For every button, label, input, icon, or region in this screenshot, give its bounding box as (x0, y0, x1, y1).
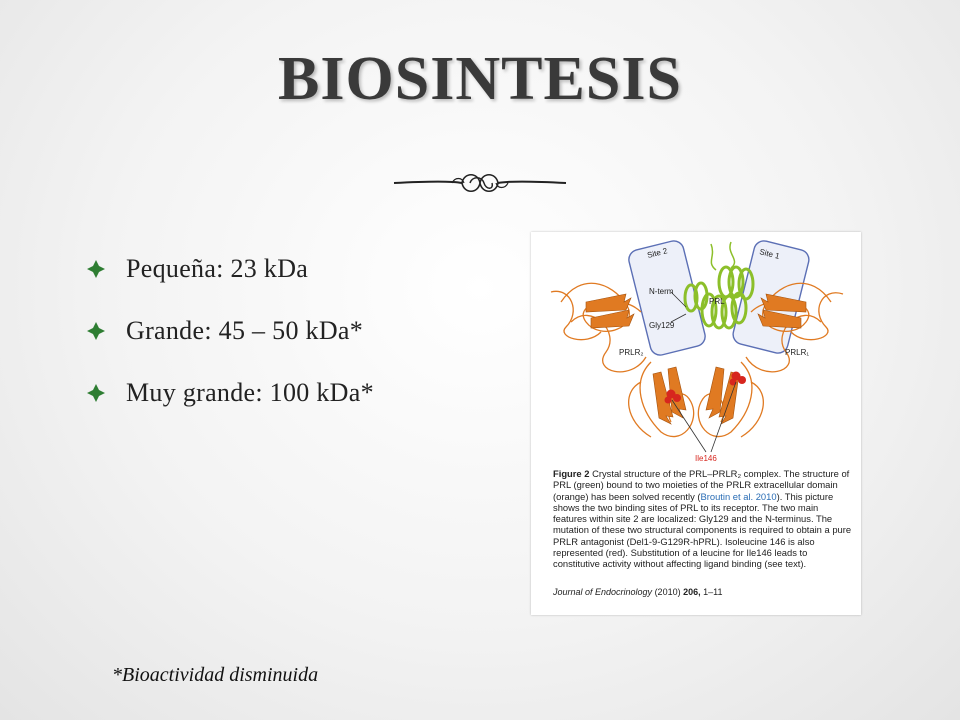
journal-pages: 1–11 (700, 587, 723, 597)
site-1-label: Site 1 (758, 247, 781, 261)
journal-volume: 206, (683, 587, 701, 597)
slide-title: BIOSINTESIS (278, 45, 682, 113)
four-petal-diamond-icon (86, 383, 106, 403)
journal-reference (553, 587, 853, 597)
four-petal-diamond-icon (86, 321, 106, 341)
figure-number: Figure 2 (553, 468, 590, 479)
footnote: *Bioactividad disminuida (112, 664, 319, 686)
site-2-label: Site 2 (646, 246, 669, 260)
prlr2-label: PRLR₂ (619, 348, 644, 357)
bullet-list (86, 238, 374, 424)
prl-label: PRL (709, 297, 725, 306)
figure-panel (531, 232, 861, 615)
n-term-label: N-term (649, 287, 674, 296)
four-petal-diamond-icon (86, 259, 106, 279)
caption-text-end: ). This picture shows the two binding sites of PRL to its receptor. The two main features within site 2 are localized: Gly129 and the N-terminus. The mutation of these two structural components is required to obtain a pure PRLR antagonist (Del1-9-G129R-hPRL). Isoleucine 146 is also represented (red). Substitution of a leucine for Ile146 leads to constitutive activity without affecting ligand binding (see text). (553, 490, 852, 570)
bullet-text: Pequeña: 23 kDa (126, 254, 309, 283)
prlr1-label: PRLR₁ (785, 348, 810, 357)
ile146-label: Ile146 (695, 454, 717, 463)
list-item (86, 300, 374, 362)
bullet-text: Grande: 45 – 50 kDa* (126, 316, 364, 345)
caption-text: Crystal structure of the PRL–PRLR₂ complex. The structure of PRL (green) bound to two moieties of the PRLR extracellular domain (orange) has been solved recently ( (553, 468, 850, 502)
scroll-flourish-icon (392, 168, 568, 198)
bullet-text: Muy grande: 100 kDa* (126, 378, 374, 407)
citation-link: Broutin et al. 2010 (700, 490, 777, 502)
list-item (86, 238, 374, 300)
gly129-label: Gly129 (649, 321, 675, 330)
journal-year: (2010) (652, 587, 684, 597)
figure-caption (553, 468, 853, 570)
list-item (86, 362, 374, 424)
journal-name: Journal of Endocrinology (553, 587, 653, 597)
protein-structure-image (531, 232, 861, 464)
